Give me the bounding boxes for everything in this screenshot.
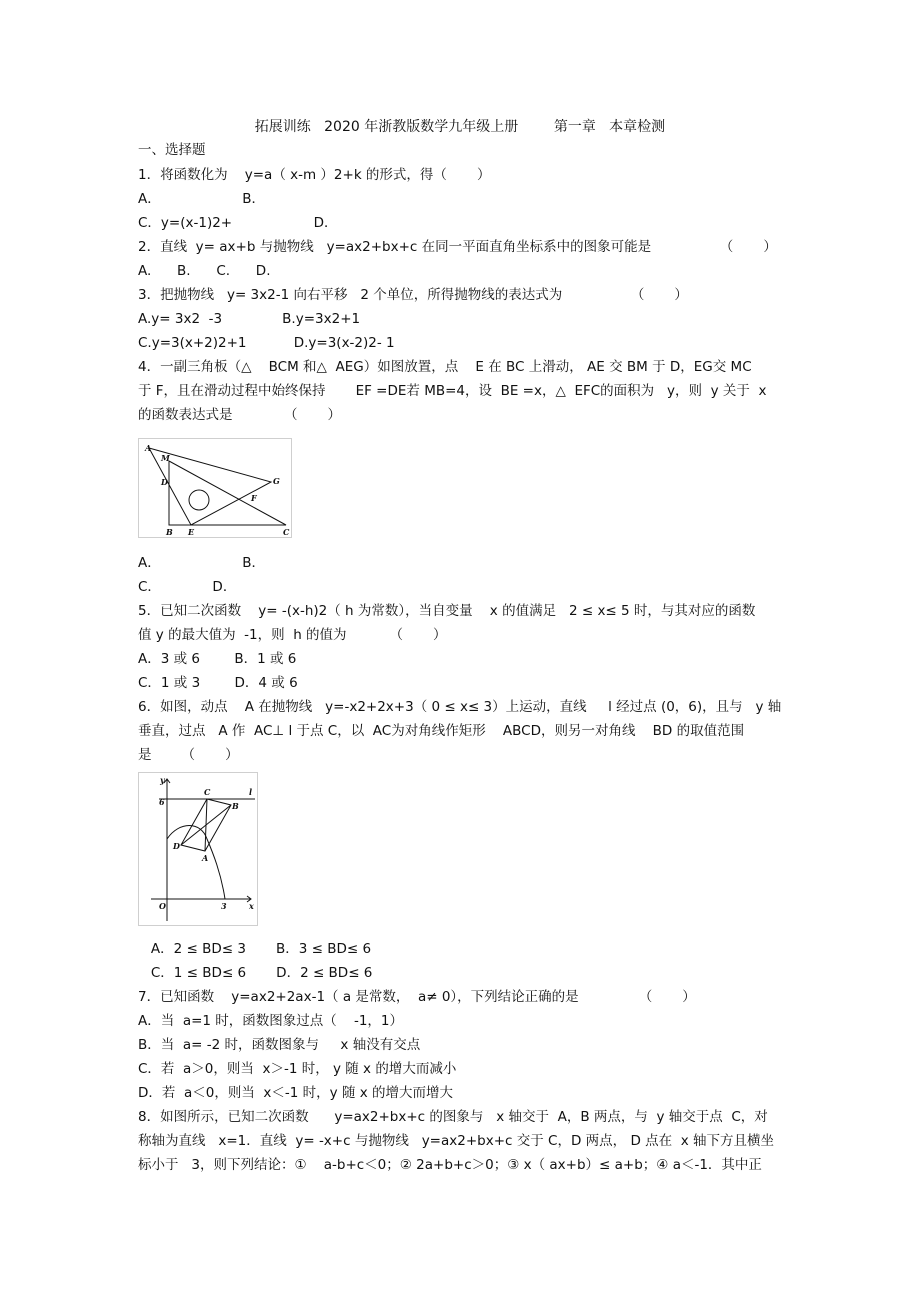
q7-stem: 7．已知函数 y=ax2+2ax-1（ a 是常数， a≠ 0），下列结论正确的是 （ ）	[138, 989, 696, 1005]
q6-label-a: A	[202, 853, 209, 863]
q7-option-c: C．若 a＞0，则当 x＞-1 时， y 随 x 的增大而减小	[138, 1061, 457, 1077]
q4-label-b: B	[166, 527, 173, 537]
q6-options-ab: A．2 ≤ BD≤ 3 B．3 ≤ BD≤ 6	[138, 941, 372, 957]
q4-label-f: F	[251, 493, 257, 503]
q6-label-6: 6	[159, 797, 165, 807]
q4-label-e: E	[188, 527, 195, 537]
q8-stem-line1: 8．如图所示，已知二次函数 y=ax2+bx+c 的图象与 x 轴交于 A，B 两点，与 y 轴交于点 C，对	[138, 1109, 768, 1125]
q4-stem-line1: 4．一副三角板（△ BCM 和△ AEG）如图放置，点 E 在 BC 上滑动， AE 交 BM 于 D，EG交 MC	[138, 359, 752, 375]
q4-stem-line3: 的函数表达式是 （ ）	[138, 407, 342, 423]
q6-label-d: D	[173, 841, 180, 851]
q6-diagonal-bd	[181, 805, 231, 845]
q7-option-b: B．当 a= -2 时，函数图象与 x 轴没有交点	[138, 1037, 421, 1053]
q6-label-c: C	[204, 787, 211, 797]
q6-options-cd: C．1 ≤ BD≤ 6 D．2 ≤ BD≤ 6	[138, 965, 373, 981]
q1-options-ab: A． B．	[138, 191, 266, 207]
q6-label-y: y	[160, 775, 165, 785]
q5-options-ab: A．3 或 6 B．1 或 6	[138, 651, 297, 667]
q7-option-a: A．当 a=1 时，函数图象过点（ -1，1）	[138, 1013, 403, 1029]
q6-parabola	[167, 826, 225, 900]
q6-stem-line1: 6．如图，动点 A 在抛物线 y=-x2+2x+3（ 0 ≤ x≤ 3）上运动，直线 l 经过点 (0，6)，且与 y 轴	[138, 699, 782, 715]
q5-stem-line1: 5．已知二次函数 y= -(x-h)2（ h 为常数），当自变量 x 的值满足 2 ≤ x≤ 5 时，与其对应的函数	[138, 603, 756, 619]
q6-label-x: x	[249, 901, 254, 911]
q4-triangle-bcm	[169, 461, 286, 525]
q1-options-cd: C．y=(x-1)2+ D．	[138, 215, 338, 231]
q6-stem-line2: 垂直，过点 A 作 AC⊥ l 于点 C，以 AC为对角线作矩形 ABCD，则另一对角线 BD 的取值范围	[138, 723, 745, 739]
q4-label-m: M	[161, 453, 170, 463]
q4-label-g: G	[273, 476, 280, 486]
q5-stem-line2: 值 y 的最大值为 -1，则 h 的值为 （ ）	[138, 627, 447, 643]
q4-label-c: C	[283, 527, 290, 537]
q4-options-cd: C． D．	[138, 579, 237, 595]
q6-coordinate-diagram	[139, 773, 257, 925]
page-title: 拓展训练 2020 年浙教版数学九年级上册 第一章 本章检测	[254, 119, 666, 135]
q4-circle	[189, 490, 209, 510]
q3-stem: 3．把抛物线 y= 3x2-1 向右平移 2 个单位，所得抛物线的表达式为 （ ）	[138, 287, 688, 303]
section-heading: 一、选择题	[138, 142, 206, 158]
q4-triangle-diagram	[139, 439, 291, 537]
q3-options-ab: A.y= 3x2 -3 B.y=3x2+1	[138, 311, 361, 327]
q3-options-cd: C.y=3(x+2)2+1 D.y=3(x-2)2- 1	[138, 335, 395, 351]
q8-stem-line3: 标小于 3，则下列结论：① a-b+c＜0；② 2a+b+c＞0；③ x（ ax+b）≤ a+b；④ a＜-1．其中正	[138, 1157, 762, 1173]
q6-label-o: O	[159, 901, 166, 911]
q6-label-3: 3	[221, 901, 227, 911]
q6-label-b: B	[232, 801, 239, 811]
q2-stem: 2．直线 y= ax+b 与抛物线 y=ax2+bx+c 在同一平面直角坐标系中的图象可能是 （ ）	[138, 239, 777, 255]
q4-stem-line2: 于 F，且在滑动过程中始终保持 EF =DE若 MB=4，设 BE =x，△ EFC的面积为 y，则 y 关于 x	[138, 383, 767, 399]
q4-figure	[138, 438, 292, 538]
q5-options-cd: C．1 或 3 D．4 或 6	[138, 675, 298, 691]
q6-figure	[138, 772, 258, 926]
q2-options: A. B. C. D.	[138, 263, 271, 279]
q1-stem: 1．将函数化为 y=a（ x-m ）2+k 的形式，得（ ）	[138, 167, 491, 183]
q4-options-ab: A． B．	[138, 555, 266, 571]
q4-label-a: A	[145, 443, 152, 453]
q7-option-d: D．若 a＜0，则当 x＜-1 时，y 随 x 的增大而增大	[138, 1085, 454, 1101]
q4-label-d: D	[161, 477, 168, 487]
q8-stem-line2: 称轴为直线 x=1．直线 y= -x+c 与抛物线 y=ax2+bx+c 交于 C，D 两点， D 点在 x 轴下方且横坐	[138, 1133, 774, 1149]
q6-label-l: l	[249, 787, 253, 797]
q6-stem-line3: 是 （ ）	[138, 747, 239, 763]
